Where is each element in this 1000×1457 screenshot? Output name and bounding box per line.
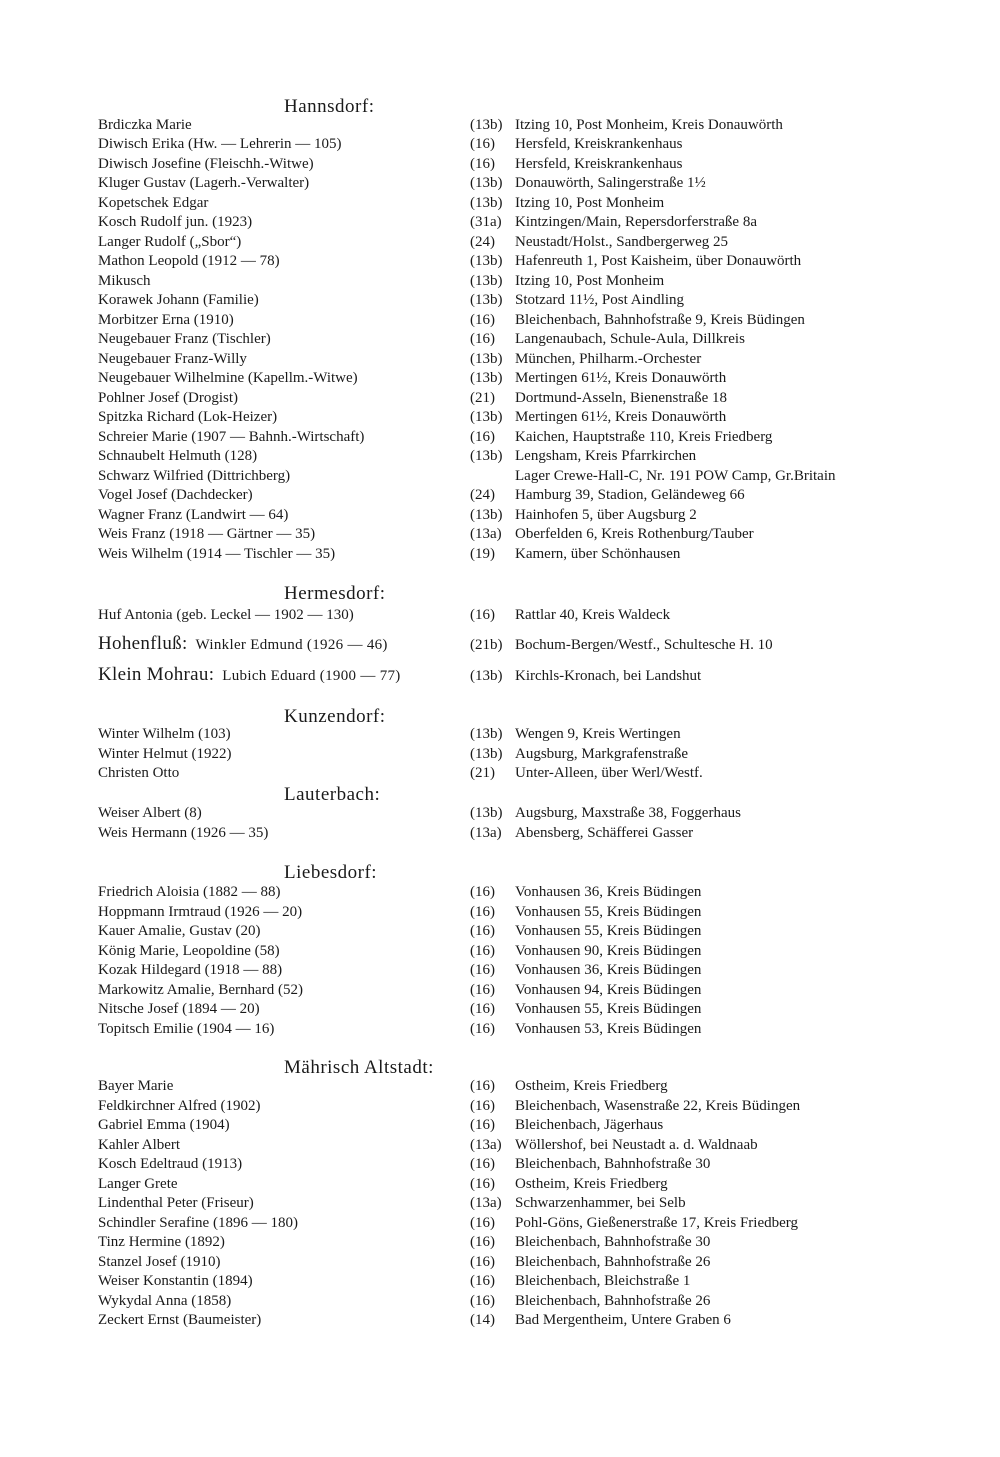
entry-code: (16) — [470, 1078, 495, 1094]
entry-code: (16) — [470, 1176, 495, 1192]
entry-name: Schwarz Wilfried (Dittrichberg) — [98, 468, 291, 484]
entry-address: Wöllershof, bei Neustadt a. d. Waldnaab — [515, 1137, 758, 1153]
entry-address: Augsburg, Maxstraße 38, Foggerhaus — [515, 805, 741, 821]
entry-code: (13b) — [470, 448, 503, 464]
entry-code: (16) — [470, 1254, 495, 1270]
entry-address: Dortmund-Asseln, Bienenstraße 18 — [515, 390, 728, 406]
entry-row — [0, 962, 1000, 982]
entry-name: Huf Antonia (geb. Leckel — 1902 — 130) — [98, 607, 354, 623]
entry-code: (16) — [470, 1293, 495, 1309]
entry-row — [0, 1098, 1000, 1118]
entry-name: Stanzel Josef (1910) — [98, 1254, 221, 1270]
entry-address: Bad Mergentheim, Untere Graben 6 — [515, 1312, 731, 1328]
entry-address: Pohl-Göns, Gießenerstraße 17, Kreis Friedberg — [515, 1215, 798, 1231]
entry-row — [0, 273, 1000, 293]
entry-address: Wengen 9, Kreis Wertingen — [515, 726, 681, 742]
entry-name: Winter Helmut (1922) — [98, 746, 232, 762]
entry-address: Augsburg, Markgrafenstraße — [515, 746, 689, 762]
entry-code: (16) — [470, 1117, 495, 1133]
section-heading-hannsdorf: Hannsdorf: — [284, 96, 375, 117]
place-label — [98, 633, 388, 655]
entry-name: Kosch Edeltraud (1913) — [98, 1156, 243, 1172]
entry-code: (16) — [470, 962, 495, 978]
entry-name: Brdiczka Marie — [98, 117, 192, 133]
entry-address: Vonhausen 53, Kreis Büdingen — [515, 1021, 702, 1037]
entry-row — [0, 429, 1000, 449]
entry-code: (13b) — [470, 409, 503, 425]
entry-name: Friedrich Aloisia (1882 — 88) — [98, 884, 281, 900]
section-heading-lauterbach: Lauterbach: — [284, 784, 381, 805]
entry-name: Wagner Franz (Landwirt — 64) — [98, 507, 289, 523]
entry-address: Langenaubach, Schule-Aula, Dillkreis — [515, 331, 745, 347]
entry-row — [0, 117, 1000, 137]
entry-code: (13a) — [470, 825, 502, 841]
entry-name: Diwisch Erika (Hw. — Lehrerin — 105) — [98, 136, 342, 152]
entry-code: (13b) — [470, 273, 503, 289]
entry-address: Vonhausen 90, Kreis Büdingen — [515, 943, 702, 959]
entry-name: Weis Franz (1918 — Gärtner — 35) — [98, 526, 316, 542]
entry-code: (21) — [470, 765, 495, 781]
entry-row — [0, 943, 1000, 963]
entry-row — [0, 805, 1000, 825]
entry-name: Morbitzer Erna (1910) — [98, 312, 234, 328]
entry-address: Lager Crewe-Hall-C, Nr. 191 POW Camp, Gr.Britain — [515, 468, 836, 484]
inline-entry-row — [0, 633, 1000, 657]
entry-code: (16) — [470, 429, 495, 445]
entry-address: Neustadt/Holst., Sandbergerweg 25 — [515, 234, 729, 250]
entry-code: (13b) — [470, 805, 503, 821]
entry-address: Vonhausen 36, Kreis Büdingen — [515, 962, 702, 978]
entry-name: Langer Rudolf („Sbor“) — [98, 234, 242, 250]
entry-code: (16) — [470, 136, 495, 152]
entry-code: (13b) — [470, 195, 503, 211]
entry-row — [0, 1137, 1000, 1157]
entry-row — [0, 1195, 1000, 1215]
entry-row — [0, 292, 1000, 312]
entry-address: Bleichenbach, Jägerhaus — [515, 1117, 664, 1133]
entry-row — [0, 136, 1000, 156]
entry-address: Bochum-Bergen/Westf., Schultesche H. 10 — [515, 637, 773, 653]
entry-code: (24) — [470, 487, 495, 503]
entry-name: Neugebauer Franz-Willy — [98, 351, 247, 367]
entry-name: Mikusch — [98, 273, 151, 289]
entry-name: Schreier Marie (1907 — Bahnh.-Wirtschaft) — [98, 429, 365, 445]
entry-name: Kluger Gustav (Lagerh.-Verwalter) — [98, 175, 310, 191]
entry-row — [0, 526, 1000, 546]
entry-address: Bleichenbach, Bahnhofstraße 30 — [515, 1156, 711, 1172]
entry-name: Lubich Eduard (1900 — 77) — [222, 668, 401, 684]
entry-name: Winkler Edmund (1926 — 46) — [195, 637, 388, 653]
entry-row — [0, 1117, 1000, 1137]
entry-row — [0, 726, 1000, 746]
entry-code: (16) — [470, 884, 495, 900]
entry-address: Bleichenbach, Wasenstraße 22, Kreis Büdingen — [515, 1098, 801, 1114]
entry-name: Korawek Johann (Familie) — [98, 292, 259, 308]
entry-row — [0, 825, 1000, 845]
entry-address: Rattlar 40, Kreis Waldeck — [515, 607, 671, 623]
entry-address: Itzing 10, Post Monheim — [515, 273, 665, 289]
entry-code: (16) — [470, 1215, 495, 1231]
entry-code: (16) — [470, 904, 495, 920]
entry-name: Winter Wilhelm (103) — [98, 726, 231, 742]
entry-row — [0, 351, 1000, 371]
entry-row — [0, 448, 1000, 468]
entry-address: Hersfeld, Kreiskrankenhaus — [515, 136, 683, 152]
entry-row — [0, 1273, 1000, 1293]
entry-row — [0, 1312, 1000, 1332]
entry-code: (16) — [470, 607, 495, 623]
entry-row — [0, 370, 1000, 390]
entry-code: (13a) — [470, 1137, 502, 1153]
entry-row — [0, 923, 1000, 943]
entry-name: Weiser Konstantin (1894) — [98, 1273, 253, 1289]
entry-code: (13b) — [470, 175, 503, 191]
entry-row — [0, 331, 1000, 351]
entry-name: Mathon Leopold (1912 — 78) — [98, 253, 280, 269]
entry-row — [0, 746, 1000, 766]
entry-code: (16) — [470, 943, 495, 959]
entry-row — [0, 1215, 1000, 1235]
entry-address: Hainhofen 5, über Augsburg 2 — [515, 507, 697, 523]
entry-address: Vonhausen 36, Kreis Büdingen — [515, 884, 702, 900]
place-name: Klein Mohrau: — [98, 664, 215, 685]
entry-code: (13b) — [470, 746, 503, 762]
entry-code: (13a) — [470, 526, 502, 542]
entry-row — [0, 468, 1000, 488]
entry-name: Kozak Hildegard (1918 — 88) — [98, 962, 283, 978]
entry-code: (16) — [470, 1098, 495, 1114]
entry-name: Kauer Amalie, Gustav (20) — [98, 923, 261, 939]
entry-address: Mertingen 61½, Kreis Donauwörth — [515, 370, 727, 386]
entry-address: Abensberg, Schäfferei Gasser — [515, 825, 694, 841]
entry-name: Kahler Albert — [98, 1137, 181, 1153]
entry-code: (16) — [470, 1156, 495, 1172]
entry-row — [0, 253, 1000, 273]
entry-name: Weis Hermann (1926 — 35) — [98, 825, 269, 841]
entry-row — [0, 1176, 1000, 1196]
entry-address: Vonhausen 55, Kreis Büdingen — [515, 923, 702, 939]
entry-address: Oberfelden 6, Kreis Rothenburg/Tauber — [515, 526, 754, 542]
section-heading-hermesdorf: Hermesdorf: — [284, 583, 386, 604]
entry-row — [0, 546, 1000, 566]
entry-name: Kopetschek Edgar — [98, 195, 209, 211]
entry-name: Topitsch Emilie (1904 — 16) — [98, 1021, 275, 1037]
entry-row — [0, 195, 1000, 215]
entry-row — [0, 409, 1000, 429]
entry-code: (21) — [470, 390, 495, 406]
entry-name: Gabriel Emma (1904) — [98, 1117, 230, 1133]
entry-address: Hamburg 39, Stadion, Geländeweg 66 — [515, 487, 745, 503]
entry-row — [0, 904, 1000, 924]
entry-name: Weiser Albert (8) — [98, 805, 202, 821]
inline-entry-row — [0, 664, 1000, 688]
entry-address: Kaichen, Hauptstraße 110, Kreis Friedberg — [515, 429, 773, 445]
entry-name: Schnaubelt Helmuth (128) — [98, 448, 258, 464]
entry-name: Wykydal Anna (1858) — [98, 1293, 232, 1309]
entry-name: Pohlner Josef (Drogist) — [98, 390, 238, 406]
section-heading-maehrisch-altstadt: Mährisch Altstadt: — [284, 1057, 434, 1078]
entry-row — [0, 1001, 1000, 1021]
entry-address: Hafenreuth 1, Post Kaisheim, über Donauwörth — [515, 253, 802, 269]
entry-name: Zeckert Ernst (Baumeister) — [98, 1312, 262, 1328]
entry-name: Vogel Josef (Dachdecker) — [98, 487, 253, 503]
entry-address: Stotzard 11½, Post Aindling — [515, 292, 685, 308]
entry-address: Ostheim, Kreis Friedberg — [515, 1176, 668, 1192]
entry-code: (16) — [470, 1021, 495, 1037]
entry-code: (16) — [470, 982, 495, 998]
entry-code: (14) — [470, 1312, 495, 1328]
entry-code: (16) — [470, 1001, 495, 1017]
entry-address: Vonhausen 55, Kreis Büdingen — [515, 1001, 702, 1017]
entry-code: (13b) — [470, 370, 503, 386]
entry-address: Hersfeld, Kreiskrankenhaus — [515, 156, 683, 172]
entry-row — [0, 312, 1000, 332]
entry-code: (24) — [470, 234, 495, 250]
entry-row — [0, 1293, 1000, 1313]
entry-code: (19) — [470, 546, 495, 562]
entry-row — [0, 507, 1000, 527]
entry-name: Langer Grete — [98, 1176, 178, 1192]
entry-address: Mertingen 61½, Kreis Donauwörth — [515, 409, 727, 425]
entry-row — [0, 1021, 1000, 1041]
entry-address: Vonhausen 94, Kreis Büdingen — [515, 982, 702, 998]
entry-address: Bleichenbach, Bahnhofstraße 30 — [515, 1234, 711, 1250]
entry-name: Schindler Serafine (1896 — 180) — [98, 1215, 298, 1231]
section-heading-kunzendorf: Kunzendorf: — [284, 706, 386, 727]
section-heading-liebesdorf: Liebesdorf: — [284, 862, 378, 883]
entry-address: Kintzingen/Main, Repersdorferstraße 8a — [515, 214, 757, 230]
entry-address: Bleichenbach, Bahnhofstraße 26 — [515, 1293, 711, 1309]
entry-name: Weis Wilhelm (1914 — Tischler — 35) — [98, 546, 336, 562]
entry-row — [0, 390, 1000, 410]
entry-code: (31a) — [470, 214, 502, 230]
entry-address: Unter-Alleen, über Werl/Westf. — [515, 765, 703, 781]
entry-code: (21b) — [470, 637, 503, 653]
entry-name: Spitzka Richard (Lok-Heizer) — [98, 409, 278, 425]
entry-name: Diwisch Josefine (Fleischh.-Witwe) — [98, 156, 314, 172]
entry-code: (16) — [470, 312, 495, 328]
entry-row — [0, 487, 1000, 507]
entry-address: Donauwörth, Salingerstraße 1½ — [515, 175, 706, 191]
entry-row — [0, 156, 1000, 176]
entry-address: Ostheim, Kreis Friedberg — [515, 1078, 668, 1094]
entry-address: Kirchls-Kronach, bei Landshut — [515, 668, 702, 684]
entry-address: Bleichenbach, Bleichstraße 1 — [515, 1273, 691, 1289]
entry-address: Lengsham, Kreis Pfarrkirchen — [515, 448, 697, 464]
entry-name: Tinz Hermine (1892) — [98, 1234, 225, 1250]
entry-name: Neugebauer Franz (Tischler) — [98, 331, 271, 347]
entry-address: Vonhausen 55, Kreis Büdingen — [515, 904, 702, 920]
place-name: Hohenfluß: — [98, 633, 188, 654]
entry-code: (13b) — [470, 351, 503, 367]
entry-row — [0, 1234, 1000, 1254]
entry-row — [0, 982, 1000, 1002]
entry-code: (13a) — [470, 1195, 502, 1211]
entry-address: Bleichenbach, Bahnhofstraße 26 — [515, 1254, 711, 1270]
entry-code: (16) — [470, 1273, 495, 1289]
entry-row — [0, 214, 1000, 234]
entry-name: Bayer Marie — [98, 1078, 174, 1094]
entry-name: Markowitz Amalie, Bernhard (52) — [98, 982, 303, 998]
entry-name: Hoppmann Irmtraud (1926 — 20) — [98, 904, 303, 920]
entry-row — [0, 234, 1000, 254]
entry-row — [0, 765, 1000, 785]
entry-name: Christen Otto — [98, 765, 180, 781]
entry-row — [0, 884, 1000, 904]
entry-address: Kamern, über Schönhausen — [515, 546, 681, 562]
entry-code: (13b) — [470, 668, 503, 684]
entry-code: (13b) — [470, 253, 503, 269]
entry-address: Bleichenbach, Bahnhofstraße 9, Kreis Büdingen — [515, 312, 805, 328]
entry-name: Nitsche Josef (1894 — 20) — [98, 1001, 260, 1017]
entry-name: Lindenthal Peter (Friseur) — [98, 1195, 254, 1211]
entry-code: (13b) — [470, 292, 503, 308]
entry-address: München, Philharm.-Orchester — [515, 351, 702, 367]
entry-code: (16) — [470, 156, 495, 172]
entry-address: Itzing 10, Post Monheim, Kreis Donauwörth — [515, 117, 783, 133]
entry-name: Feldkirchner Alfred (1902) — [98, 1098, 261, 1114]
entry-row — [0, 1156, 1000, 1176]
entry-code: (13b) — [470, 726, 503, 742]
entry-name: Neugebauer Wilhelmine (Kapellm.-Witwe) — [98, 370, 358, 386]
entry-row — [0, 607, 1000, 627]
entry-row — [0, 1254, 1000, 1274]
entry-code: (16) — [470, 923, 495, 939]
entry-name: König Marie, Leopoldine (58) — [98, 943, 280, 959]
entry-row — [0, 175, 1000, 195]
entry-row — [0, 1078, 1000, 1098]
entry-code: (13b) — [470, 117, 503, 133]
entry-address: Schwarzenhammer, bei Selb — [515, 1195, 686, 1211]
place-label — [98, 664, 401, 686]
entry-code: (16) — [470, 1234, 495, 1250]
entry-code: (13b) — [470, 507, 503, 523]
entry-address: Itzing 10, Post Monheim — [515, 195, 665, 211]
entry-name: Kosch Rudolf jun. (1923) — [98, 214, 253, 230]
entry-code: (16) — [470, 331, 495, 347]
